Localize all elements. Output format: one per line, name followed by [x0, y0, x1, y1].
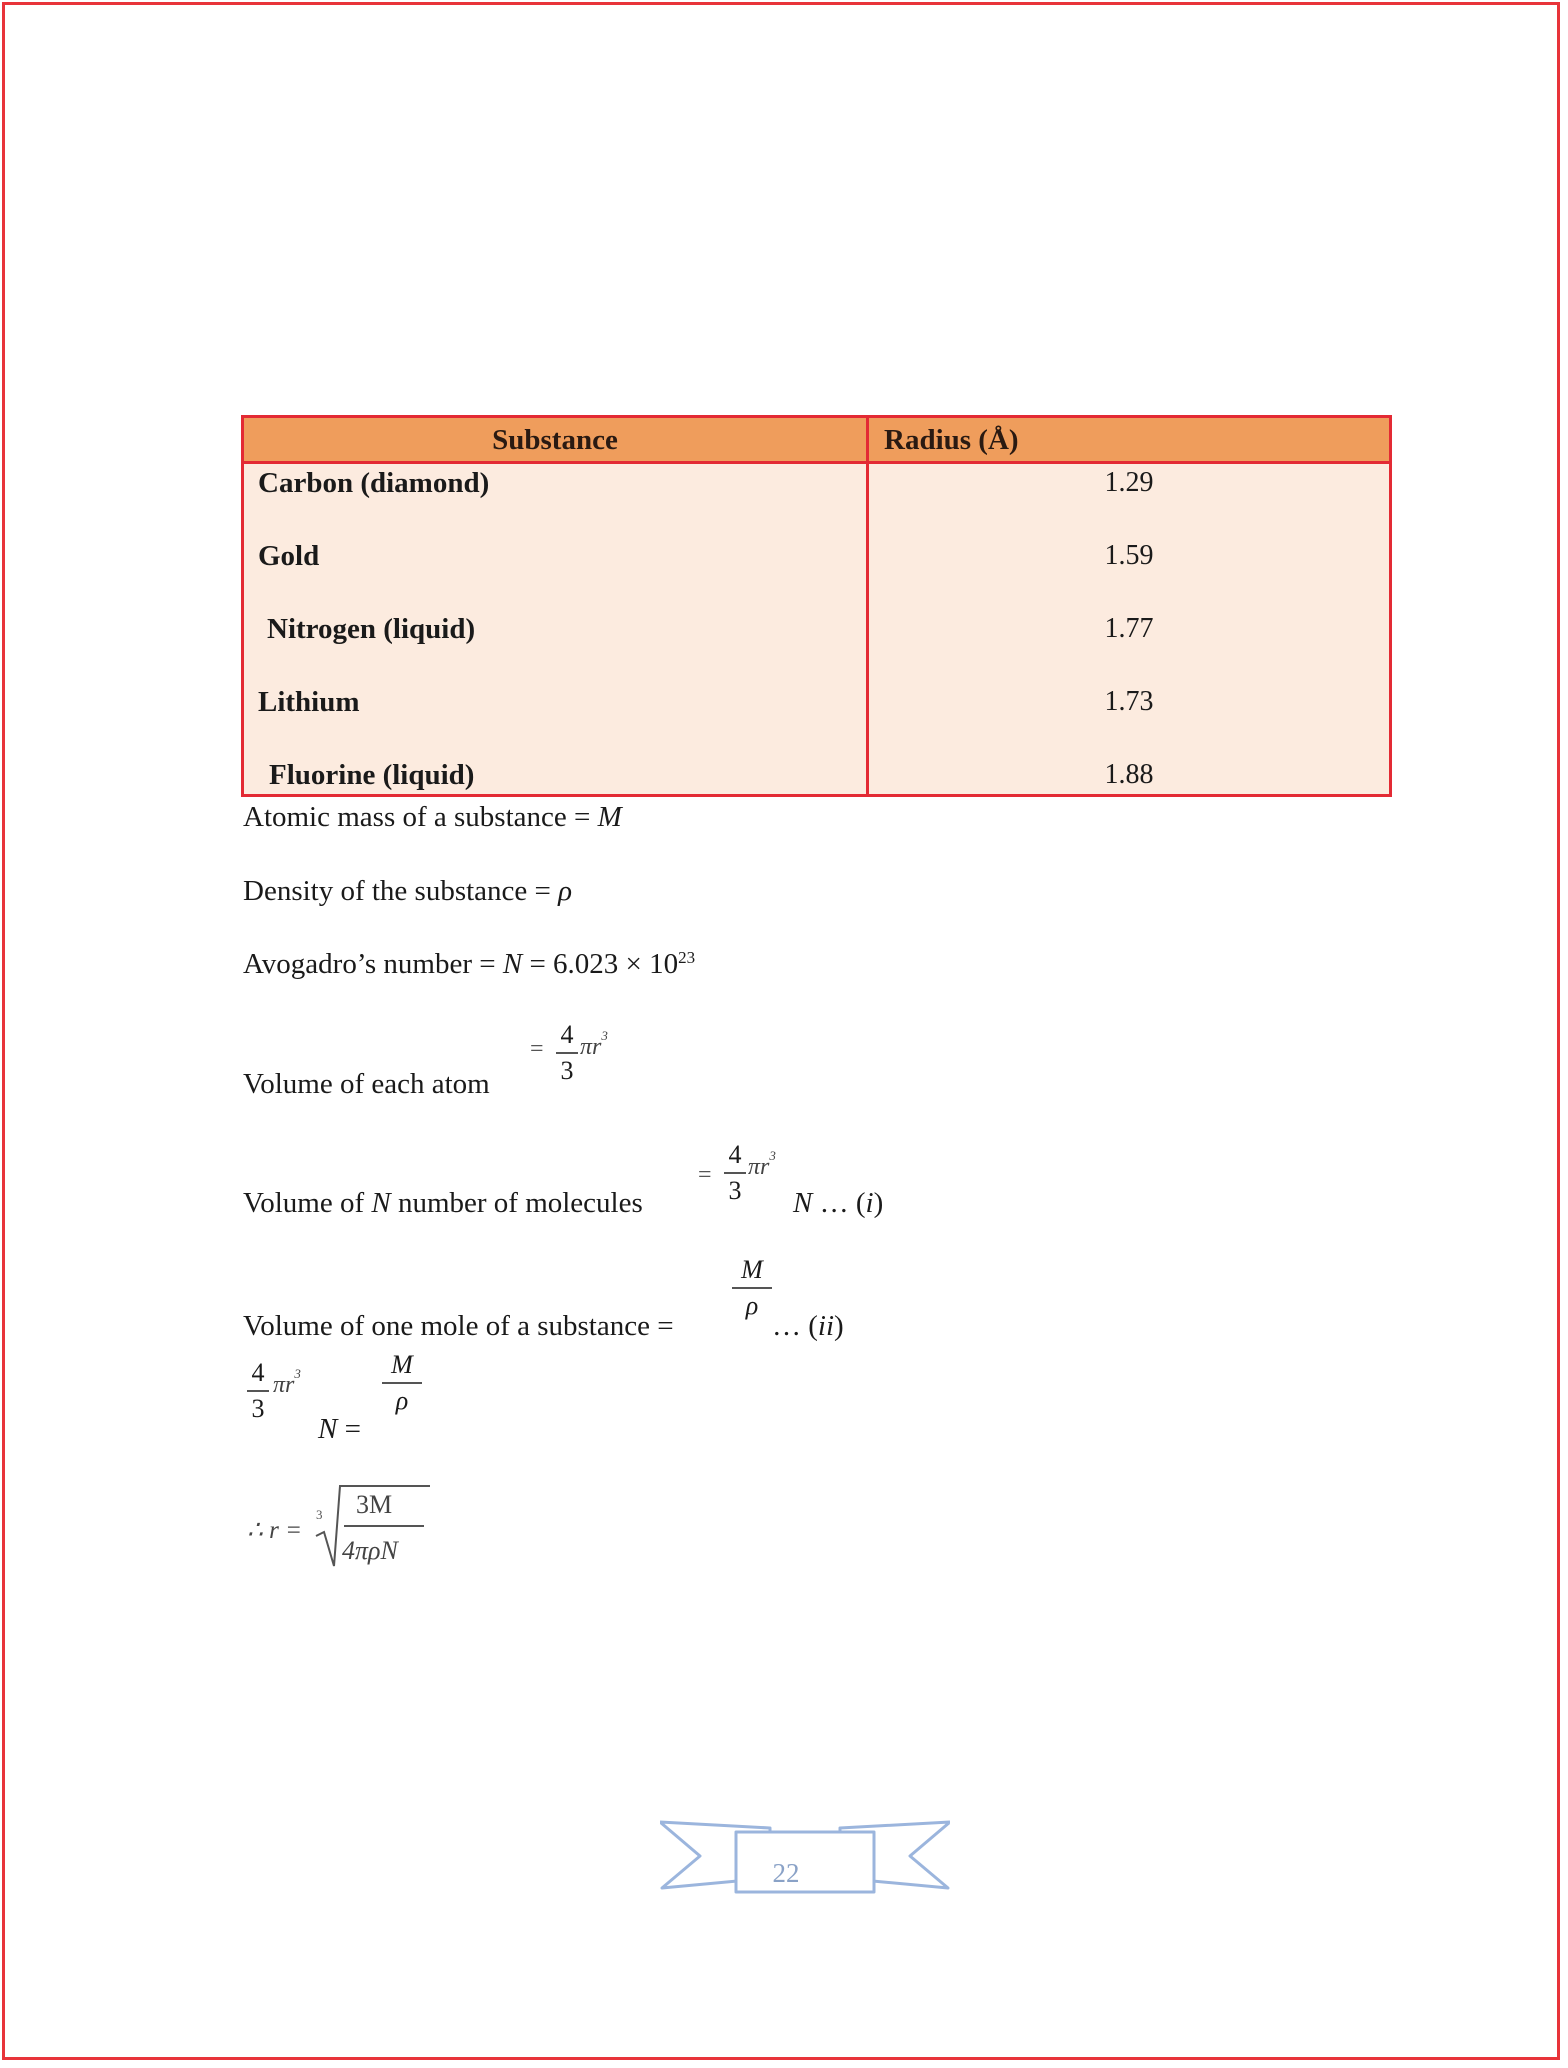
pi-r: πr [748, 1154, 770, 1180]
root-index: 3 [316, 1507, 323, 1522]
header-substance: Substance [492, 424, 618, 456]
table-row [244, 604, 1389, 654]
table-row [244, 677, 1389, 727]
avogadro-label: Avogadro’s number = [243, 948, 503, 980]
pi-r-cubed [580, 1028, 608, 1061]
cell-substance: Fluorine (liquid) [269, 759, 475, 791]
equals-text: = [337, 1413, 361, 1445]
equation-tag-ii: … (ii) [772, 1310, 844, 1342]
equals-sign: = [698, 1162, 712, 1188]
volume-n-label-a: Volume of [243, 1187, 372, 1219]
table-row [244, 458, 1389, 508]
cell-radius: 1.29 [1104, 467, 1154, 498]
cell-substance: Nitrogen (liquid) [267, 613, 476, 645]
cell-radius: 1.77 [1104, 613, 1154, 644]
atomic-mass-label: Atomic mass of a substance = [243, 801, 598, 833]
equation-n-equals [318, 1412, 361, 1446]
cube-exponent: 3 [601, 1028, 608, 1043]
pi-r-cubed [273, 1366, 301, 1399]
fraction-numerator: 4 [728, 1140, 742, 1169]
fraction-denominator: ρ [745, 1291, 759, 1320]
avogadro-value: = 6.023 × 10 [522, 948, 679, 980]
fraction-four-thirds [556, 1020, 578, 1086]
cell-radius: 1.88 [1104, 759, 1154, 790]
equals-sign: = [530, 1036, 544, 1062]
therefore-r-equals: ∴ r = [247, 1517, 303, 1544]
pi-r: πr [273, 1372, 295, 1398]
table-row [244, 531, 1389, 581]
avogadro-symbol: N [502, 948, 523, 980]
fraction-numerator: M [741, 1255, 763, 1284]
pi-r: πr [580, 1034, 602, 1060]
tag-label: i [865, 1187, 874, 1219]
fraction-denominator: 3 [251, 1394, 265, 1423]
fraction-bar [556, 1052, 578, 1054]
tag-label: ii [817, 1310, 835, 1342]
n-symbol: N [793, 1187, 813, 1219]
cube-exponent: 3 [769, 1148, 776, 1163]
root-denominator: 4πρN [342, 1536, 398, 1565]
atomic-mass-symbol: M [597, 801, 622, 833]
fraction-numerator: 4 [560, 1020, 574, 1049]
volume-mole-label: Volume of one mole of a substance = [243, 1310, 674, 1342]
avogadro-exponent: 23 [678, 948, 696, 967]
page-number: 22 [772, 1858, 800, 1888]
fraction-numerator: 4 [251, 1358, 265, 1387]
fraction-denominator: 3 [728, 1176, 742, 1205]
volume-n-label-b: number of molecules [390, 1187, 643, 1219]
fraction-bar [382, 1382, 422, 1384]
fraction-denominator: ρ [395, 1386, 409, 1415]
table-row [244, 750, 1389, 800]
avogadro-line [243, 947, 695, 981]
fraction-bar [247, 1390, 269, 1392]
fraction-m-over-rho [732, 1255, 772, 1321]
volume-n-symbol: N [371, 1187, 391, 1219]
fraction-four-thirds [247, 1358, 269, 1424]
fraction-bar [732, 1287, 772, 1289]
radius-table [241, 415, 1392, 797]
density-label: Density of the substance = [243, 875, 559, 907]
density-symbol: ρ [558, 875, 573, 907]
n-symbol: N [318, 1413, 338, 1445]
header-radius: Radius (Å) [884, 424, 1019, 456]
tag-open: … ( [772, 1310, 818, 1342]
cell-substance: Carbon (diamond) [258, 467, 490, 499]
cell-substance: Gold [258, 540, 320, 572]
fraction-bar [724, 1172, 746, 1174]
cell-radius: 1.73 [1104, 686, 1154, 717]
root-numerator: 3M [356, 1490, 393, 1519]
fraction-m-over-rho [382, 1350, 422, 1416]
fraction-four-thirds [724, 1140, 746, 1206]
volume-n-line [243, 1186, 643, 1220]
pi-r-cubed [748, 1148, 776, 1181]
atomic-mass-line [243, 800, 622, 834]
fraction-numerator: M [391, 1350, 413, 1379]
fraction-denominator: 3 [560, 1056, 574, 1085]
volume-atom-label: Volume of each atom [243, 1068, 490, 1100]
tag-open: … ( [812, 1187, 866, 1219]
cell-substance: Lithium [258, 686, 360, 718]
page-border [2, 2, 1560, 2060]
cell-radius: 1.59 [1104, 540, 1154, 571]
cube-exponent: 3 [294, 1366, 301, 1381]
density-line [243, 874, 572, 908]
equation-tag-i: N … (i) [793, 1187, 884, 1219]
